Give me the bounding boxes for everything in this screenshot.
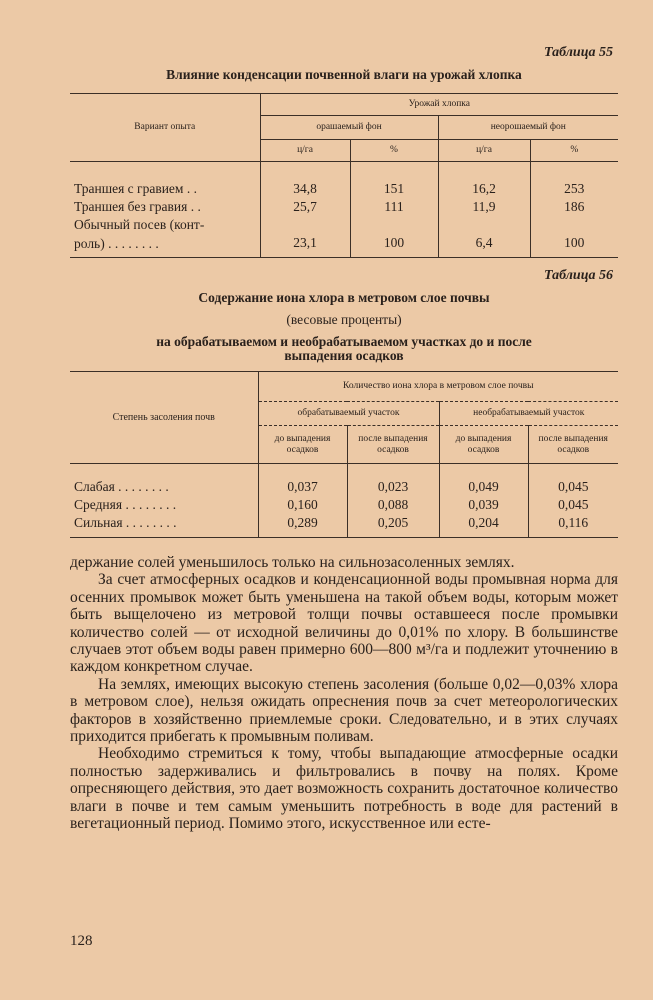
cell-value: 6,4 bbox=[438, 234, 530, 252]
table-row bbox=[70, 478, 618, 496]
paragraph-2: За счет атмосферных осадков и конденсационной воды промывная норма для осенних промывок может быть уменьшена на такой объем воды, которым может быть выщелочено из метровой толщи почвы оставшееся после промывки количество солей — от исходной величины до 0,01% по хлору. В большинстве случаев этот объем воды равен примерно 600—800 м³/га и подлежит уточнению в каждом конкретном случае. bbox=[70, 571, 618, 676]
row-label: Сильная . . . . . . . . bbox=[74, 515, 177, 530]
cell-value: 0,088 bbox=[347, 496, 439, 514]
cell-value: 11,9 bbox=[438, 198, 530, 216]
cell-value: 0,289 bbox=[258, 514, 347, 532]
cell-value: 0,116 bbox=[528, 514, 618, 532]
cell-value: 111 bbox=[350, 198, 438, 216]
cell-value bbox=[260, 216, 350, 234]
cell-value: 25,7 bbox=[260, 198, 350, 216]
table-56 bbox=[70, 371, 618, 538]
table-56-title-3: на обрабатываемом и необрабатываемом участках до и после bbox=[156, 334, 532, 349]
column-header-cultivated: обрабатываемый участок bbox=[258, 402, 439, 426]
cell-value: 100 bbox=[530, 234, 618, 252]
column-header-unit-2: ц/га bbox=[438, 140, 530, 162]
paragraph-1: держание солей уменьшилось только на сильнозасоленных землях. bbox=[70, 554, 515, 571]
table-55-number: Таблица 55 bbox=[544, 45, 613, 60]
cell-value: 186 bbox=[530, 198, 618, 216]
table-56-title-1: Содержание иона хлора в метровом слое почвы bbox=[198, 290, 490, 305]
paragraph-3: На землях, имеющих высокую степень засоления (больше 0,02—0,03% хлора в метровом слое), нельзя ожидать опреснения почв за счет метеорологических факторов в хозяйственно приемлемые сроки. Следовательно, и в этих случаях приходится прибегать к промывным поливам. bbox=[70, 675, 618, 746]
row-label: Обычный посев (конт- bbox=[74, 217, 205, 232]
cell-value bbox=[438, 216, 530, 234]
column-header-before-1: до выпадения осадков bbox=[258, 426, 347, 464]
table-row bbox=[70, 234, 618, 252]
column-header-chlorine: Количество иона хлора в метровом слое почвы bbox=[258, 372, 618, 402]
row-label: Средняя . . . . . . . . bbox=[74, 497, 177, 512]
table-56-number: Таблица 56 bbox=[544, 268, 613, 283]
column-header-percent-2: % bbox=[530, 140, 618, 162]
row-label: Траншея с гравием . . bbox=[74, 181, 197, 196]
cell-value: 0,023 bbox=[347, 478, 439, 496]
cell-value: 23,1 bbox=[260, 234, 350, 252]
row-label: роль) . . . . . . . . bbox=[74, 236, 159, 251]
table-56-title-2: (весовые проценты) bbox=[286, 312, 402, 327]
table-row bbox=[70, 180, 618, 198]
table-55-title: Влияние конденсации почвенной влаги на урожай хлопка bbox=[166, 67, 522, 82]
cell-value bbox=[530, 216, 618, 234]
row-label: Слабая . . . . . . . . bbox=[74, 479, 169, 494]
table-56-title-4: выпадения осадков bbox=[284, 348, 404, 363]
column-header-irrigated: орашаемый фон bbox=[260, 116, 438, 140]
column-header-after-2: после выпадения осадков bbox=[528, 426, 618, 464]
table-row bbox=[70, 216, 618, 234]
cell-value: 16,2 bbox=[438, 180, 530, 198]
column-header-variant: Вариант опыта bbox=[70, 94, 260, 162]
column-header-salinity: Степень засоления почв bbox=[70, 372, 258, 464]
column-header-nonirrigated: неорошаемый фон bbox=[438, 116, 618, 140]
cell-value: 0,205 bbox=[347, 514, 439, 532]
cell-value bbox=[350, 216, 438, 234]
table-row bbox=[70, 496, 618, 514]
column-header-before-2: до выпадения осадков bbox=[439, 426, 528, 464]
paragraph-4: Необходимо стремиться к тому, чтобы выпадающие атмосферные осадки полностью задерживались и фильтровались в почву на полях. Кроме опресняющего действия, это дает возможность сохранить достаточное количество влаги в почве и тем самым уменьшить потребность в воде для растений в вегетационный период. Помимо этого, искусственное или есте- bbox=[70, 745, 618, 833]
column-header-percent-1: % bbox=[350, 140, 438, 162]
row-label: Траншея без гравия . . bbox=[74, 199, 201, 214]
cell-value: 0,204 bbox=[439, 514, 528, 532]
cell-value: 100 bbox=[350, 234, 438, 252]
cell-value: 34,8 bbox=[260, 180, 350, 198]
table-row bbox=[70, 514, 618, 532]
column-header-uncultivated: необрабатываемый участок bbox=[439, 402, 618, 426]
cell-value: 0,045 bbox=[528, 478, 618, 496]
column-header-unit-1: ц/га bbox=[260, 140, 350, 162]
page-number: 128 bbox=[70, 933, 93, 949]
cell-value: 0,160 bbox=[258, 496, 347, 514]
column-header-yield: Урожай хлопка bbox=[260, 94, 618, 116]
table-55 bbox=[70, 93, 618, 258]
cell-value: 0,037 bbox=[258, 478, 347, 496]
cell-value: 151 bbox=[350, 180, 438, 198]
body-text bbox=[70, 554, 618, 833]
cell-value: 0,045 bbox=[528, 496, 618, 514]
cell-value: 0,039 bbox=[439, 496, 528, 514]
column-header-after-1: после выпадения осадков bbox=[347, 426, 439, 464]
cell-value: 0,049 bbox=[439, 478, 528, 496]
cell-value: 253 bbox=[530, 180, 618, 198]
table-row bbox=[70, 198, 618, 216]
